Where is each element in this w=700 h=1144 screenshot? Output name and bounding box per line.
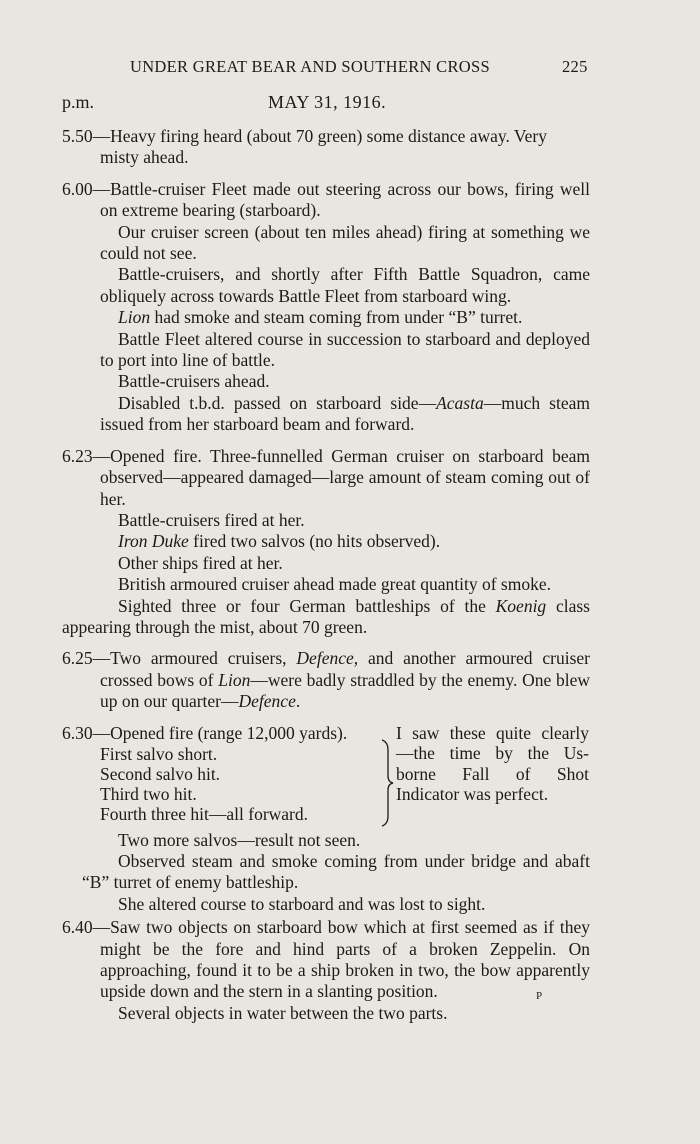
running-title: UNDER GREAT BEAR AND SOUTHERN CROSS — [130, 57, 490, 76]
paragraph-text: had smoke and steam coming from under “B” turret. — [150, 307, 523, 328]
entry-lead: 5.50—Heavy firing heard (about 70 green) some distance away. Very misty ahead. — [62, 126, 547, 168]
paragraph-text: Sighted three or four German battleships of the — [118, 595, 496, 616]
side-note — [396, 723, 589, 805]
paragraph-text: fired two salvos (no hits observed). — [188, 531, 441, 552]
log-entries — [62, 116, 590, 1024]
entry-lead: 6.00—Battle-cruiser Fleet made out steering across our bows, firing well on extreme bearing (starboard). — [62, 178, 590, 221]
entry-paragraph: Battle Fleet altered course in succession to starboard and deployed to port into line of battle. — [100, 328, 590, 371]
paragraph-text: , and another armoured cruiser crossed bows of — [100, 648, 590, 690]
note-line: borne Fall of Shot — [396, 763, 589, 784]
note-line: —the time by the Us- — [396, 743, 589, 764]
entry-paragraph: Battle-cruisers fired at her. — [118, 509, 305, 530]
entry-lead: 6.30—Opened fire (range 12,000 yards). — [62, 722, 348, 743]
salvo-list-with-note — [62, 722, 590, 830]
entry-paragraph — [62, 393, 590, 436]
ship-name: Defence — [296, 648, 354, 669]
entry-lead — [62, 648, 590, 712]
ship-name: Defence — [238, 691, 296, 712]
time-of-day: p.m. — [62, 92, 95, 112]
curly-brace — [380, 736, 394, 830]
entry-550 — [62, 126, 590, 169]
entry-623 — [62, 446, 590, 639]
paragraph-text: —much steam issued from her starboard beam and forward. — [100, 392, 591, 435]
entry-paragraph — [62, 307, 590, 328]
entry-lead: 6.40—Saw two objects on starboard bow which at first seemed as if they might be the fore and hind parts of a broken Zeppelin. On approaching, found it to be a ship broken in two, the bow apparently upside down and the stern in a slanting position. — [62, 917, 590, 1002]
entry-630 — [62, 722, 590, 916]
paragraph-text: 6.25—Two armoured cruisers, — [62, 648, 297, 669]
date-heading: MAY 31, 1916. — [268, 92, 387, 112]
entry-paragraph: Several objects in water between the two parts. — [118, 1002, 448, 1023]
paragraph-text: —were badly straddled by the enemy. One blew up on our quarter— — [100, 669, 590, 712]
salvo-line: Second salvo hit. — [100, 763, 221, 784]
entry-paragraph — [62, 596, 590, 639]
note-line: Indicator was perfect. — [396, 784, 549, 805]
entry-paragraph: She altered course to starboard and was lost to sight. — [118, 893, 486, 914]
note-line: I saw these quite clearly — [396, 722, 589, 743]
entry-paragraph: Battle-cruisers ahead. — [118, 371, 270, 392]
paragraph-text: Disabled t.b.d. passed on starboard side— — [118, 392, 437, 413]
entry-paragraph — [62, 531, 590, 552]
ship-class: Koenig — [495, 595, 547, 616]
entry-600 — [62, 179, 590, 436]
ship-name: Lion — [118, 307, 151, 328]
paragraph-text: class appearing through the mist, about 70 green. — [62, 595, 590, 637]
entry-paragraph: British armoured cruiser ahead made great quantity of smoke. — [118, 574, 551, 595]
entry-640 — [62, 917, 590, 1024]
salvo-list — [62, 722, 400, 824]
salvo-line: Third two hit. — [100, 783, 197, 804]
paragraph-text: . — [295, 691, 301, 712]
entry-paragraph: Two more salvos—result not seen. — [118, 829, 361, 850]
entry-paragraph: Observed steam and smoke coming from under bridge and abaft “B” turret of enemy battleship. — [82, 850, 590, 893]
signature-mark: P — [536, 990, 544, 1002]
page-number: 225 — [562, 57, 588, 76]
entry-paragraph: Battle-cruisers, and shortly after Fifth Battle Squadron, came obliquely across towards Battle Fleet from starboard wing. — [100, 264, 590, 306]
running-header — [0, 57, 700, 79]
salvo-line: First salvo short. — [100, 743, 218, 764]
entry-paragraph: Our cruiser screen (about ten miles ahead) firing at something we could not see. — [100, 221, 590, 264]
entry-paragraph: Other ships fired at her. — [118, 552, 283, 573]
ship-name: Acasta — [436, 392, 484, 413]
dateline — [62, 92, 602, 116]
ship-name: Iron Duke — [118, 531, 189, 552]
entry-625 — [62, 648, 590, 712]
entry-lead: 6.23—Opened fire. Three-funnelled German cruiser on starboard beam observed—appeared damaged—large amount of steam coming out of her. — [62, 445, 590, 509]
ship-name: Lion — [218, 669, 251, 690]
salvo-line: Fourth three hit—all forward. — [100, 803, 309, 824]
